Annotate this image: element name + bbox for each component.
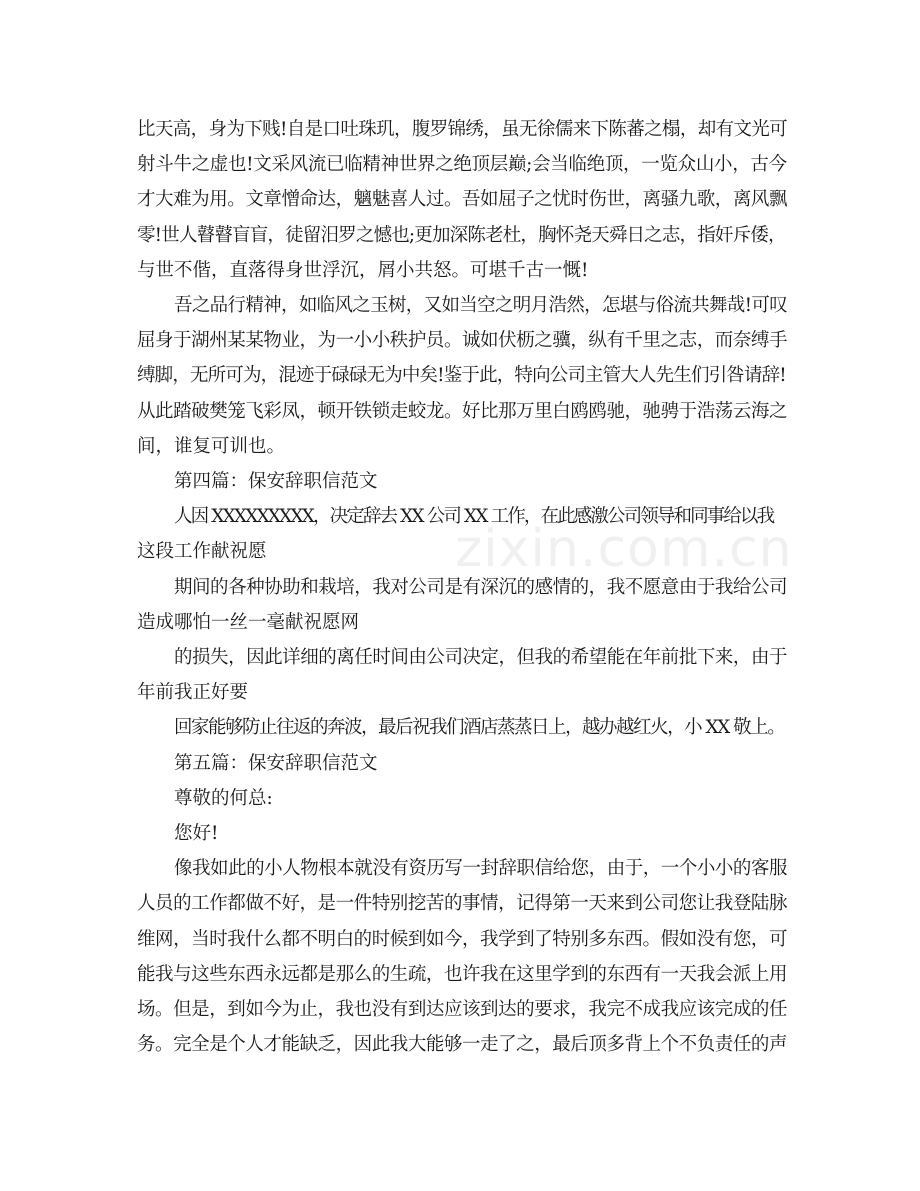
text-line: 能我与这些东西永远都是那么的生疏，也许我在这里学到的东西有一天我会派上用 bbox=[137, 963, 788, 985]
text-line: 人因 XXXXXXXXX，决定辞去 XX 公司 XX 工作，在此感激公司领导和同事给以我 bbox=[174, 506, 774, 528]
text-line: 屈身于湖州某某物业，为一小小秩护员。诚如伏枥之骥，纵有千里之志，而奈缚手 bbox=[137, 330, 788, 352]
paragraph bbox=[137, 640, 787, 710]
paragraph bbox=[137, 464, 787, 499]
text-line: 造成哪怕一丝一毫献祝愿网 bbox=[137, 611, 360, 633]
text-line: 尊敬的何总: bbox=[174, 787, 273, 809]
text-line: 人员的工作都做不好，是一件特别挖苦的事情，记得第一天来到公司您让我登陆脉 bbox=[137, 893, 788, 915]
text-line: 回家能够防止往返的奔波，最后祝我们酒店蒸蒸日上，越办越红火，小 XX 敬上。 bbox=[174, 717, 785, 739]
paragraph bbox=[137, 710, 787, 745]
text-line: 的损失，因此详细的离任时间由公司决定，但我的希望能在年前批下来，由于 bbox=[174, 647, 788, 669]
text-line: 期间的各种协助和栽培，我对公司是有深沉的感情的，我不愿意由于我给公司 bbox=[174, 576, 788, 598]
text-line: 第五篇：保安辞职信范文 bbox=[174, 752, 378, 774]
text-line: 像我如此的小人物根本就没有资历写一封辞职信给您，由于，一个小小的客服 bbox=[174, 858, 788, 880]
text-line: 年前我正好要 bbox=[137, 682, 249, 704]
paragraph bbox=[137, 851, 787, 1062]
document-page bbox=[137, 112, 787, 1062]
text-line: 维网，当时我什么都不明白的时候到如今，我学到了特别多东西。假如没有您，可 bbox=[137, 928, 788, 950]
text-line: 吾之品行精神，如临风之玉树，又如当空之明月浩然，怎堪与俗流共舞哉!可叹 bbox=[174, 295, 788, 317]
text-line: 您好! bbox=[174, 823, 219, 845]
text-line: 才大难为用。文章憎命达，魑魅喜人过。吾如屈子之忧时伤世，离骚九歌，离风飘 bbox=[137, 189, 788, 211]
paragraph bbox=[137, 746, 787, 781]
watermark: zixin.com.cn bbox=[455, 519, 793, 579]
paragraph bbox=[137, 816, 787, 851]
text-line: 场。但是，到如今为止，我也没有到达应该到达的要求，我完不成我应该完成的任 bbox=[137, 999, 788, 1021]
text-line: 零!世人瞽瞽盲盲，徒留汨罗之憾也;更加深陈老杜，胸怀尧天舜日之志，指奸斥倭， bbox=[137, 224, 786, 246]
text-line: 间，谁复可训也。 bbox=[137, 435, 286, 457]
text-line: 缚脚，无所可为，混迹于碌碌无为中矣!鉴于此，特向公司主管大人先生们引咎请辞! bbox=[137, 365, 786, 387]
text-line: 这段工作献祝愿 bbox=[137, 541, 267, 563]
text-line: 比天高，身为下贱!自是口吐珠玑，腹罗锦绣，虽无徐儒来下陈蕃之榻，却有文光可 bbox=[137, 119, 788, 140]
text-line: 与世不偕，直落得身世浮沉，屑小共怒。可堪千古一慨! bbox=[137, 259, 589, 281]
text-line: 射斗牛之虚也!文采风流已临精神世界之绝顶层巅;会当临绝顶，一览众山小，古今 bbox=[137, 154, 787, 176]
paragraph bbox=[137, 499, 787, 569]
text-line: 第四篇：保安辞职信范文 bbox=[174, 471, 378, 493]
paragraph bbox=[137, 570, 787, 640]
paragraph bbox=[137, 112, 787, 288]
text-line: 务。完全是个人才能缺乏，因此我大能够一走了之，最后顶多背上个不负责任的声 bbox=[137, 1034, 788, 1056]
text-line: 从此踏破樊笼飞彩凤，顿开铁锁走蛟龙。好比那万里白鸥鸥驰，驰骋于浩荡云海之 bbox=[137, 400, 788, 422]
paragraph bbox=[137, 781, 787, 816]
paragraph bbox=[137, 288, 787, 464]
